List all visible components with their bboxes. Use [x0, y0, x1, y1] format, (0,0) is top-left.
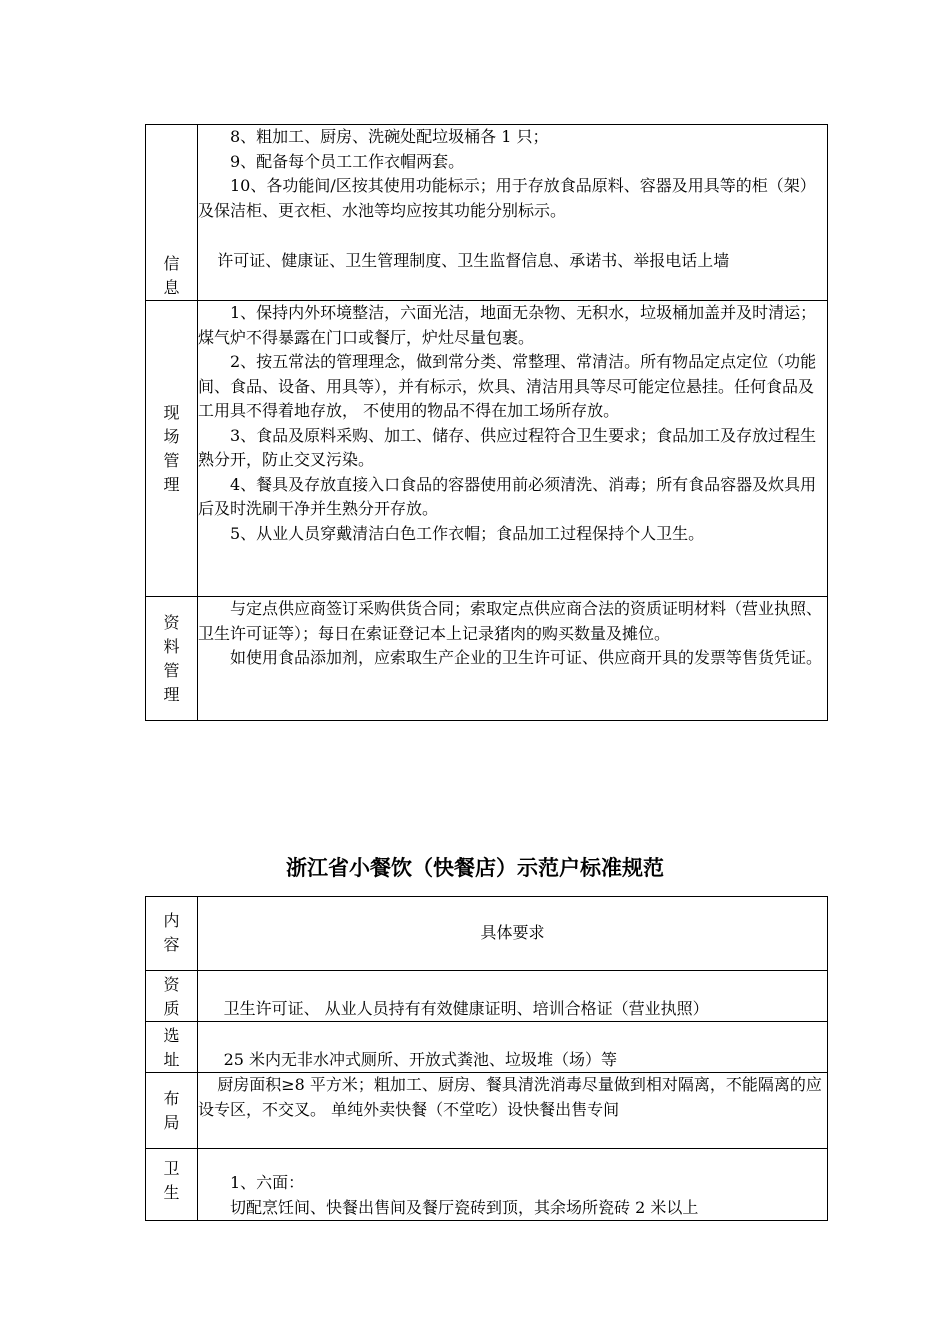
- requirements-table-continued: [145, 124, 828, 721]
- row-content-site-management: [198, 301, 828, 597]
- paragraph: 25 米内无非水冲式厕所、开放式粪池、垃圾堆（场）等: [223, 1049, 618, 1069]
- document-title: 浙江省小餐饮（快餐店）示范户标准规范: [286, 856, 664, 880]
- table-row-site-management: [146, 301, 828, 597]
- label-char: 容: [163, 935, 180, 954]
- paragraph: 卫生许可证、 从业人员持有有效健康证明、培训合格证（营业执照）: [223, 998, 709, 1018]
- table-row-qualification: [146, 971, 828, 1022]
- row-label-document-management: [146, 597, 198, 721]
- paragraph: 5、从业人员穿戴清洁白色工作衣帽；食品加工过程保持个人卫生。: [230, 523, 705, 543]
- paragraph: 切配烹饪间、快餐出售间及餐厅瓷砖到顶，其余场所瓷砖 2 米以上: [230, 1197, 699, 1217]
- header-requirements: [198, 897, 828, 971]
- label-char: 管: [163, 450, 180, 470]
- paragraph: 2、按五常法的管理理念，做到常分类、常整理、常清洁。所有物品定点定位（功能间、食品、设备、用具等），并有标示，炊具、清洁用具等尽可能定位悬挂。任何食品及工用具不得着地存放， 不使用的物品不得在加工场所存放。: [198, 352, 817, 420]
- label-char: 现: [163, 402, 180, 422]
- row-label-location: [146, 1022, 198, 1073]
- row-content-hygiene: [198, 1149, 828, 1221]
- paragraph: 1、六面：: [230, 1173, 305, 1192]
- label-char: 生: [163, 1183, 180, 1202]
- paragraph: 10、各功能间/区按其使用功能标示；用于存放食品原料、容器及用具等的柜（架）及保洁柜、更衣柜、水池等均应按其功能分别标示。: [198, 176, 816, 220]
- header-text: 具体要求: [480, 923, 545, 943]
- row-label-qualification: [146, 971, 198, 1022]
- label-char: 理: [163, 474, 180, 494]
- standards-table: [145, 896, 828, 1221]
- label-char: 息: [163, 278, 180, 297]
- label-char: 管: [163, 660, 180, 680]
- paragraph: 9、配备每个员工工作衣帽两套。: [230, 151, 465, 171]
- row-label-site-management: [146, 301, 198, 597]
- label-char: 信: [163, 254, 180, 273]
- label-char: 卫: [163, 1159, 180, 1178]
- paragraph: 与定点供应商签订采购供货合同；索取定点供应商合法的资质证明材料（营业执照、卫生许可证等）；每日在索证登记本上记录猪肉的购买数量及摊位。: [198, 599, 823, 643]
- row-content-layout: [198, 1073, 828, 1149]
- paragraph: 厨房面积≥8 平方米；粗加工、厨房、餐具清洗消毒尽量做到相对隔离，不能隔离的应设专区，不交叉。 单纯外卖快餐（不堂吃）设快餐出售专间: [198, 1075, 822, 1119]
- row-content-location: [198, 1022, 828, 1073]
- row-content-info: [198, 125, 828, 301]
- table-row-hygiene: [146, 1149, 828, 1221]
- label-char: 内: [163, 911, 180, 930]
- table-row-location: [146, 1022, 828, 1073]
- label-char: 料: [163, 636, 180, 656]
- label-char: 址: [163, 1050, 180, 1069]
- label-char: 场: [163, 426, 180, 446]
- paragraph: 1、保持内外环境整洁，六面光洁，地面无杂物、无积水，垃圾桶加盖并及时清运；煤气炉不得暴露在门口或餐厅，炉灶尽量包裹。: [198, 303, 817, 347]
- label-char: 局: [163, 1112, 180, 1132]
- label-char: 质: [163, 999, 180, 1018]
- label-char: 资: [163, 975, 180, 994]
- paragraph: 如使用食品添加剂，应索取生产企业的卫生许可证、供应商开具的发票等售货凭证。: [230, 648, 823, 667]
- paragraph: 3、食品及原料采购、加工、储存、供应过程符合卫生要求；食品加工及存放过程生熟分开，防止交叉污染。: [198, 425, 817, 469]
- table-header-row: [146, 897, 828, 971]
- table-row-layout: [146, 1073, 828, 1149]
- paragraph: 8、粗加工、厨房、洗碗处配垃圾桶各 1 只；: [230, 127, 549, 146]
- table-row-info: [146, 125, 828, 301]
- paragraph: 4、餐具及存放直接入口食品的容器使用前必须清洗、消毒；所有食品容器及炊具用后及时洗刷干净并生熟分开存放。: [198, 474, 817, 518]
- label-char: 布: [163, 1088, 180, 1108]
- label-char: 理: [163, 684, 180, 704]
- row-content-document-management: [198, 597, 828, 721]
- paragraph: 许可证、健康证、卫生管理制度、卫生监督信息、承诺书、举报电话上墙: [217, 251, 730, 270]
- row-label-hygiene: [146, 1149, 198, 1221]
- row-label-info: [146, 125, 198, 301]
- row-content-qualification: [198, 971, 828, 1022]
- label-char: 选: [163, 1026, 180, 1045]
- row-label-layout: [146, 1073, 198, 1149]
- label-char: 资: [163, 612, 180, 632]
- header-label-content: [146, 897, 198, 971]
- table-row-document-management: [146, 597, 828, 721]
